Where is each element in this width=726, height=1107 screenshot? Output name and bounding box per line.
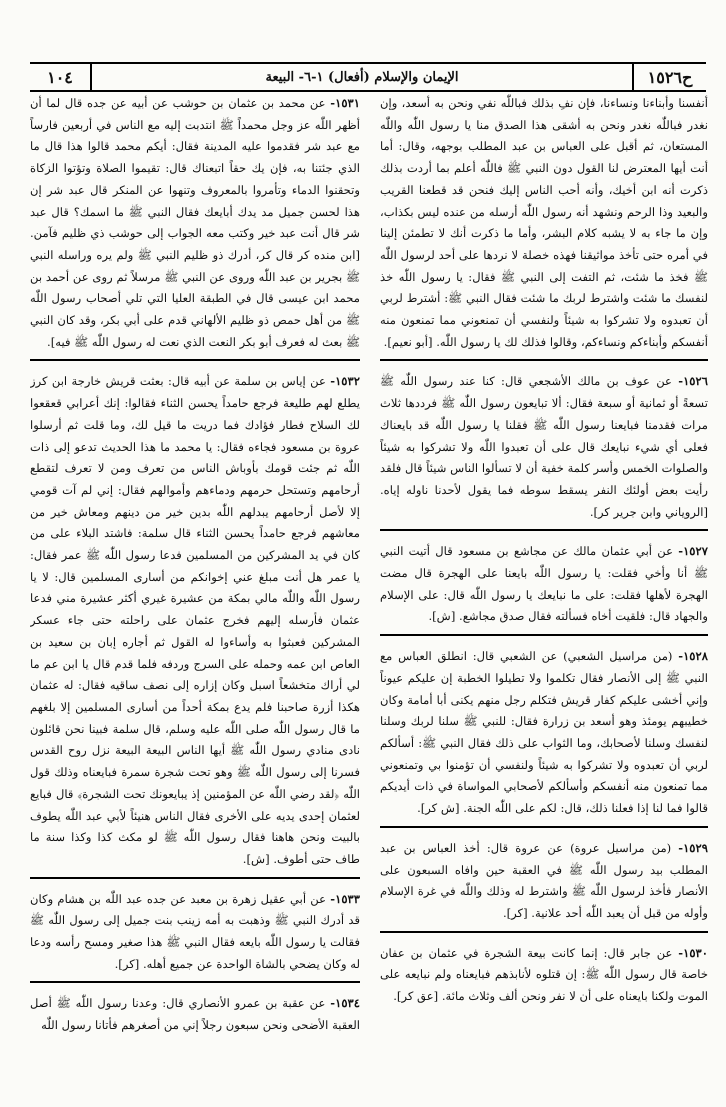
hadith-text: عن محمد بن عثمان بن حوشب عن أبيه عن جده قال لما أن أظهر اللّٰه عز وجل محمداً ﷺ انتدبت إليه مع الناس في أربعين فارساً مع عبد شر فقدموا عليه المدينة فقال: أيكم محمد قالوا هذا قال ما الذي جئتنا به، فإن يك حقاً اتبعناك قال: تقيموا الصلاة وتؤتوا الزكاة وتحقنوا الدماء وتأمروا بالمعروف وتنهوا عن المنكر قال عبد شر إن هذا لحسن جميل مد يدك أبايعك فقال النبي ﷺ ما اسمك؟ قال عبد شر قال أنت عبد خير وكتب معه الجواب إلى حوشب ذي ظليم فآمن. [ابن منده كر قال كر، أدرك ذو ظليم النبي ﷺ ولم يره وراسله النبي ﷺ بجرير بن عبد اللّٰه وروى عن النبي ﷺ مرسلاً ثم روى عن أحمد بن محمد ابن عيسى قال في الطبقة العليا التي تلي أصحاب رسول اللّٰه ﷺ من أهل حمص ذو ظليم الألهاني قدم على أبي بكر، وقد كان النبي ﷺ بعث له فعرف أبو بكر النعت الذي نعت له رسول اللّٰه ﷺ فيه].: [30, 96, 360, 349]
hadith-number: ١٥٣٢-: [330, 374, 360, 389]
hadith-entry: [380, 541, 708, 636]
hadith-number: ١٥٢٧-: [678, 544, 708, 559]
hadith-entry: [380, 371, 708, 531]
hadith-number: ١٥٣٤-: [330, 996, 360, 1011]
hadith-number: ١٥٣٠-: [678, 945, 708, 960]
hadith-entry: [380, 93, 708, 361]
hadith-number: ١٥٣٣-: [330, 891, 360, 906]
hadith-entry: [380, 646, 708, 828]
hadith-entry: [380, 838, 708, 933]
hadith-number: ١٥٣١-: [330, 96, 360, 110]
hadith-entry: [380, 943, 708, 1014]
running-title: الإيمان والإسلام (أفعال) ١-٦- البيعة: [265, 69, 459, 85]
hadith-text: عن أبي عثمان مالك عن مجاشع بن مسعود قال أتيت النبي ﷺ أنا وأخي فقلت: يا رسول اللّٰه بايعنا على الهجرة قال مضت الهجرة لأهلها فقلت: على ما نبايعك يا رسول اللّٰه قال: على الإسلام والجهاد قال: فلقيت أخاه فسألته فقال صدق مجاشع. [ش].: [380, 544, 708, 624]
hadith-text: أنفسنا وأبناءنا ونساءنا، فإن نفِ بذلك فباللّٰه نفي ونحن به أسعد، وإن نغدر فباللّٰه نغدر ونحن به أشقى هذا الصدق منا يا رسول اللّٰه واللّٰه المستعان، ثم أقبل على العباس بن عبد المطلب بوجهه، وقال: أما أنت أيها المعترض لنا القول دون النبي ﷺ فاللّٰه أعلم بما أردت بذلك ذكرت أنه ابن أخيك، وأنه أحب الناس إليك فنحن قد قطعنا القريب والبعيد وذا الرحم ونشهد أنه رسول اللّٰه أرسله من عنده ليس بكذاب، وإن ما جاء به لا يشبه كلام البشر، وأما ما ذكرت أنك لا تطمئن إلينا في أمره حتى تأخذ مواثيقنا فهذه خصلة لا نردها على أحد لرسول اللّٰه ﷺ فخذ ما شئت، ثم التفت إلى النبي ﷺ فقال: يا رسول اللّٰه خذ لنفسك ما شئت واشترط لربك ما شئت فقال النبي ﷺ: أشترط لربي أن تعبدوه ولا تشركوا به شيئاً ولنفسي أن تمنعوني مما تمنعون منه أنفسكم وأبناءكم ونساءكم، وقالوا فذلك لك يا رسول اللّٰه. [أبو نعيم].: [380, 96, 708, 349]
hadith-number: ١٥٢٨-: [678, 649, 708, 664]
hadith-text: عن إياس بن سلمة عن أبيه قال: بعثت قريش خارجة ابن كرز يطلع لهم طليعة فرجع حامداً يحسن الثناء فقالوا: إنك أعرابي قعقعوا لك السلاح فطار فؤادك فما دريت ما قيل لك، وما قلت ثم أرسلوا عروة بن مسعود فجاءه فقال: يا محمد ما هذا الحديث تدعو إلى ذات اللّٰه ثم جئت قومك بأوباش الناس من تعرف ومن لا تعرف لتقطع أرحامهم وتستحل حرمهم ودماءهم وأموالهم فقال: إني لم آت قومي إلا لأصل أرحامهم يبدلهم اللّٰه بدين خير من دينهم ومعاش خير من معاشهم فرجع حامداً يحسن الثناء قال سلمة: فاشتد البلاء على من كان في يد المشركين من المسلمين فدعا رسول اللّٰه ﷺ عمر فقال: يا عمر هل أنت مبلغ عني إخوانكم من أسارى المسلمين قال: لا يا رسول اللّٰه واللّٰه مالي بمكة من عشيرة غيري أكثر عشيرة مني فدعا عثمان فأرسله إليهم فخرج عثمان على راحلته حتى جاء عسكر المشركين فعبثوا به وأساءوا له القول ثم أجاره إبان بن سعيد بن العاص ابن عمه وحمله على السرج وردفه فلما قدم قال يا ابن عم ما لي أراك متخشعاً اسبل وكان إزاره إلى نصف ساقيه فقال: له عثمان هكذا أزرة صاحبنا فلم يدع بمكة أحداً من أسارى المسلمين إلا بلغهم ما قال رسول اللّٰه صلى اللّٰه عليه وسلم، قال سلمة فبينا نحن قائلون نادى منادي رسول اللّٰه ﷺ أيها الناس البيعة البيعة نزل روح القدس فسرنا إلى رسول اللّٰه ﷺ وهو تحت شجرة سمرة فبايعناه وذلك قول اللّٰه ﴿لقد رضي اللّٰه عن المؤمنين إذ يبايعونك تحت الشجرة﴾ قال فبايع لعثمان إحدى يديه على الأخرى فقال الناس هنيئاً لأبي عبد اللّٰه يطوف بالبيت ونحن هاهنا فقال رسول اللّٰه ﷺ لو مكث كذا وكذا سنة ما طاف حتى أطوف. [ش].: [30, 374, 360, 866]
hadith-text: عن أبي عقيل زهرة بن معبد عن جده عبد اللّٰه بن هشام وكان قد أدرك النبي ﷺ وذهبت به أمه زينب بنت جميل إلى رسول اللّٰه ﷺ فقالت يا رسول اللّٰه بايعه فقال النبي ﷺ هذا صغير ومسح رأسه ودعا له وكان يضحي بالشاة الواحدة عن جميع أهله. [كر].: [30, 891, 360, 971]
left-column: [30, 93, 360, 1099]
hadith-entry: [30, 371, 360, 878]
hadith-text: عن عقبة بن عمرو الأنصاري قال: وعدنا رسول اللّٰه ﷺ أصل العقبة الأضحى ونحن سبعون رجلاً إني من أصغرهم فأتانا رسول اللّٰه: [30, 996, 360, 1033]
hadith-entry: [30, 993, 360, 1042]
hadith-text: (من مراسيل الشعبي) عن الشعبي قال: انطلق العباس مع النبي ﷺ إلى الأنصار فقال تكلموا ولا تطيلوا الخطبة إن عليكم عيوناً وإني أخشى عليكم كفار قريش فتكلم رجل منهم يكنى أبا أمامة وكان خطيبهم يومئذ وهو أسعد بن زرارة فقال: للنبي ﷺ سلنا لربك وسلنا لنفسك وسلنا لأصحابك، وما الثواب على ذلك فقال النبي ﷺ: أسألكم لربي أن تعبدوه ولا تشركوا به شيئاً ولنفسي أن تؤمنوا بي وتمنعوني مما تمنعون منه أنفسكم وأسألكم لأصحابي المواساة في ذات أيديكم قالوا فما لنا إذا فعلنا ذلك، قال: لكم على اللّٰه الجنة. [ش كر].: [380, 649, 708, 816]
page-number: ١٠٤: [30, 64, 92, 90]
hadith-entry: [30, 93, 360, 361]
hadith-text: عن عوف بن مالك الأشجعي قال: كنا عند رسول اللّٰه ﷺ تسعةً أو ثمانية أو سبعة فقال: ألا تبايعون رسول اللّٰه ﷺ فرددها ثلاث مرات فقدمنا فبايعنا رسول اللّٰه ﷺ فقلنا يا رسول اللّٰه قد بايعناك فعلى أي شيء نبايعك قال على أن تعبدوا اللّٰه ولا تشركوا به شيئاً والصلوات الخمس وأسر كلمة خفية أن لا تسألوا الناس شيئاً قال فلقد رأيت بعض أولئك النفر يسقط سوطه فما يقول لأحدنا ناوله إياه. [الروياني وابن جرير كر].: [380, 374, 708, 519]
hadith-text: عن جابر قال: إنما كانت بيعة الشجرة في عثمان بن عفان خاصة قال رسول اللّٰه ﷺ: إن قتلوه لأنابذهم فبايعناه ولم نبايعه على الموت ولكنا بايعناه على أن لا نفر ونحن ألف وثلاث مائة. [عق كر].: [380, 945, 708, 1004]
hadith-number-range: ح١٥٢٦: [632, 64, 706, 90]
hadith-entry: [30, 889, 360, 984]
hadith-number: ١٥٢٦-: [678, 374, 708, 389]
hadith-text: (من مراسيل عروة) عن عروة قال: أخذ العباس بن عبد المطلب بيد رسول اللّٰه ﷺ في العقبة حين وافاه السبعون على الأنصار فأخذ لرسول اللّٰه ﷺ واشترط له وذلك واللّٰه في غرة الإسلام وأوله من قبل أن يعبد اللّٰه أحد علانية. [كر].: [380, 840, 708, 920]
page-header: [30, 62, 706, 92]
right-column: [380, 93, 708, 1099]
hadith-number: ١٥٢٩-: [678, 840, 708, 855]
